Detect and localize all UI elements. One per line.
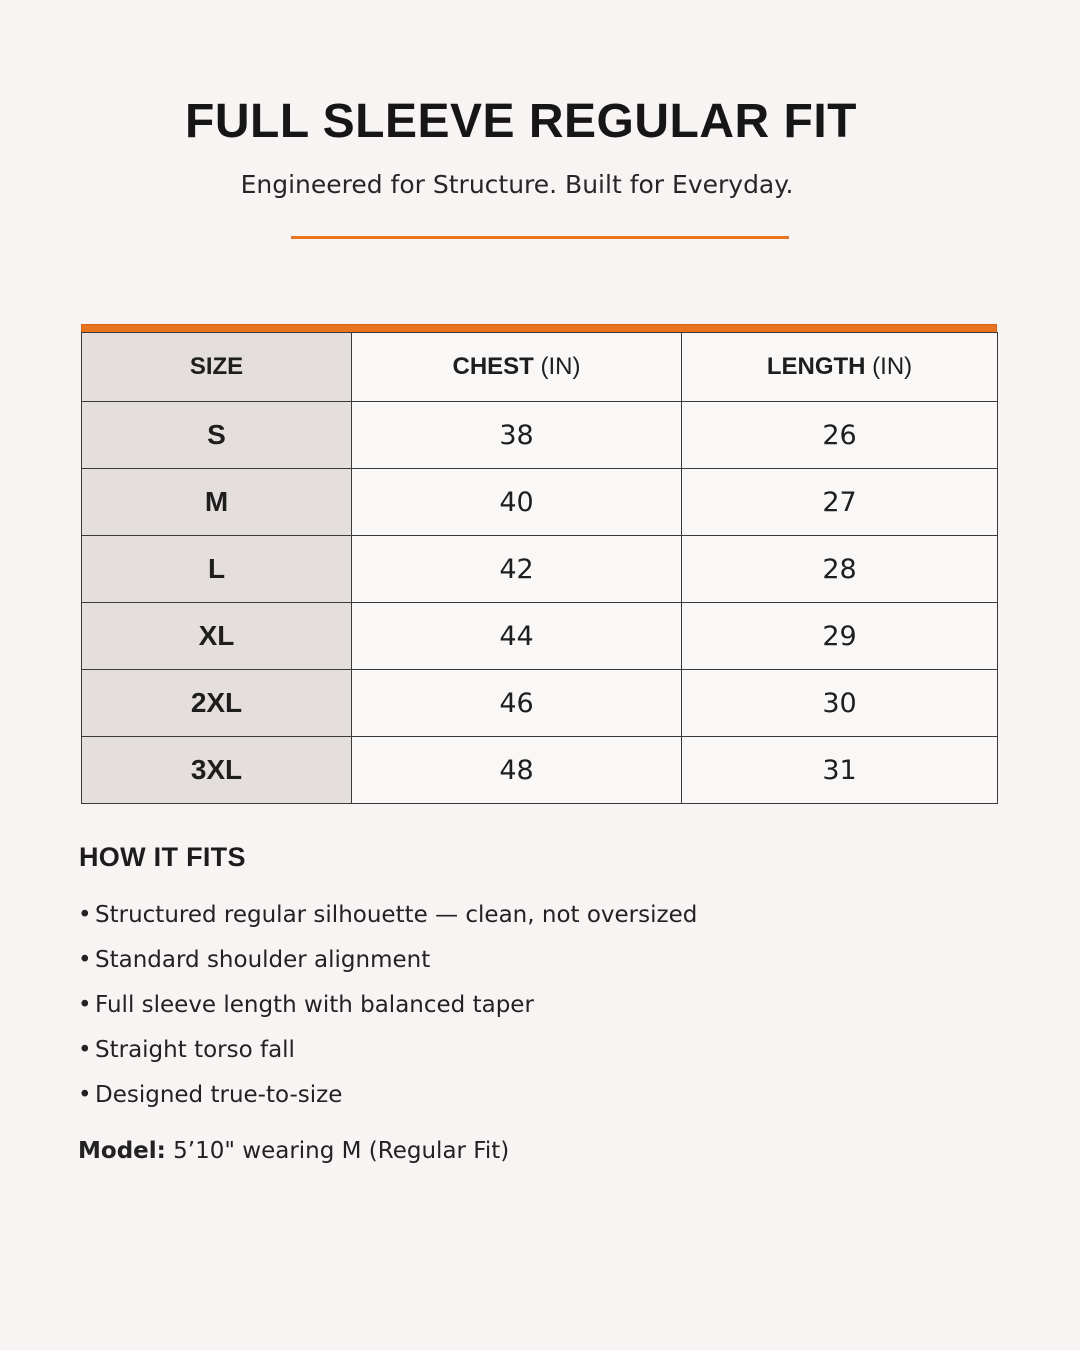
size-chart bbox=[81, 324, 997, 804]
chest-cell: 46 bbox=[352, 670, 682, 737]
how-it-fits-heading: HOW IT FITS bbox=[79, 842, 246, 872]
length-cell: 29 bbox=[682, 603, 998, 670]
bullet-icon: • bbox=[78, 1082, 92, 1108]
table-accent-bar bbox=[81, 324, 997, 332]
table-row bbox=[82, 670, 998, 737]
chest-cell: 42 bbox=[352, 536, 682, 603]
list-item: • Standard shoulder alignment bbox=[78, 942, 697, 987]
table-row bbox=[82, 469, 998, 536]
table-row bbox=[82, 402, 998, 469]
table-row bbox=[82, 603, 998, 670]
table-row bbox=[82, 737, 998, 804]
bullet-icon: • bbox=[78, 992, 92, 1018]
size-cell: S bbox=[82, 402, 352, 469]
list-item: • Full sleeve length with balanced taper bbox=[78, 987, 697, 1032]
chest-unit: (IN) bbox=[540, 353, 581, 380]
bullet-icon: • bbox=[78, 1037, 92, 1063]
chest-cell: 38 bbox=[352, 402, 682, 469]
length-unit: (IN) bbox=[872, 353, 913, 380]
column-header-chest: CHEST (IN) bbox=[352, 333, 682, 402]
length-cell: 26 bbox=[682, 402, 998, 469]
chest-cell: 48 bbox=[352, 737, 682, 804]
chest-cell: 40 bbox=[352, 469, 682, 536]
column-header-size: SIZE bbox=[82, 333, 352, 402]
page-title: FULL SLEEVE REGULAR FIT bbox=[185, 95, 857, 148]
length-cell: 31 bbox=[682, 737, 998, 804]
size-cell: L bbox=[82, 536, 352, 603]
how-it-fits-list bbox=[78, 897, 697, 1122]
page-subtitle: Engineered for Structure. Built for Everyday. bbox=[240, 170, 794, 199]
list-item: • Designed true-to-size bbox=[78, 1077, 697, 1122]
list-item: • Structured regular silhouette — clean, not oversized bbox=[78, 897, 697, 942]
bullet-icon: • bbox=[78, 947, 92, 973]
model-details: 5’10" wearing M (Regular Fit) bbox=[173, 1138, 510, 1164]
column-header-length: LENGTH (IN) bbox=[682, 333, 998, 402]
length-cell: 30 bbox=[682, 670, 998, 737]
table-row bbox=[82, 536, 998, 603]
chest-cell: 44 bbox=[352, 603, 682, 670]
size-table bbox=[81, 332, 998, 804]
model-note bbox=[78, 1138, 509, 1164]
length-cell: 27 bbox=[682, 469, 998, 536]
model-label: Model: bbox=[78, 1138, 166, 1164]
size-cell: 3XL bbox=[82, 737, 352, 804]
accent-divider bbox=[291, 236, 789, 239]
size-cell: M bbox=[82, 469, 352, 536]
table-header-row bbox=[82, 333, 998, 402]
list-item: • Straight torso fall bbox=[78, 1032, 697, 1077]
size-cell: 2XL bbox=[82, 670, 352, 737]
length-cell: 28 bbox=[682, 536, 998, 603]
bullet-icon: • bbox=[78, 902, 92, 928]
size-cell: XL bbox=[82, 603, 352, 670]
